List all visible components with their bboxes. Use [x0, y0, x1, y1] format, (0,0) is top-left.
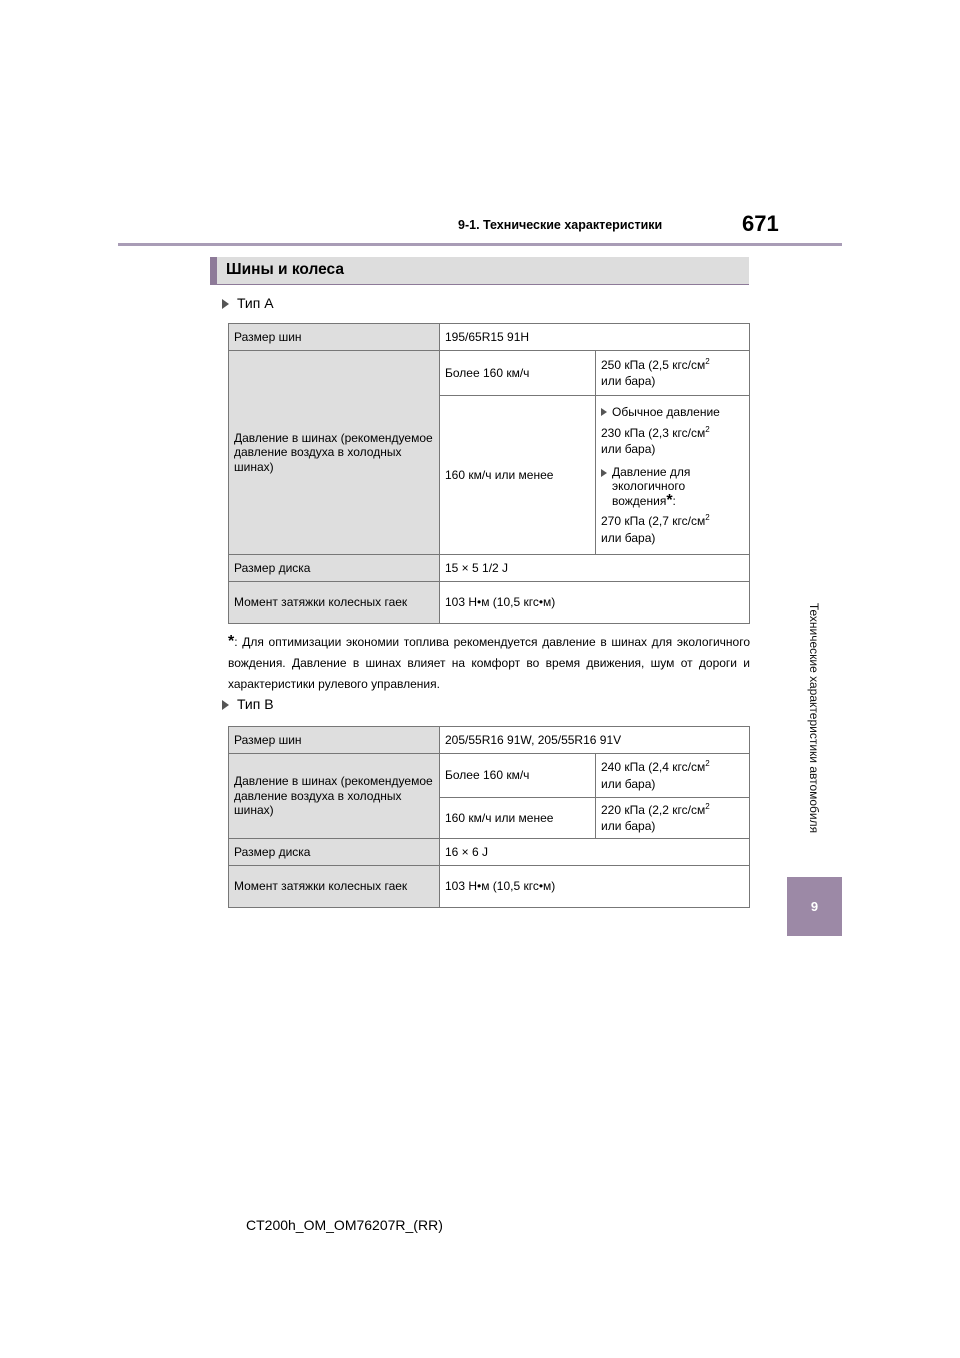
chapter-number: 9 — [810, 899, 819, 914]
pressure-over-value: 240 кПа (2,4 кгс/$см^2$ или бара) — [596, 754, 750, 798]
type-b-table — [228, 726, 750, 908]
type-a-heading-text: Тип A — [237, 295, 274, 311]
torque-label: Момент затяжки колесных гаек — [229, 582, 440, 624]
torque-value: 103 Н•м (10,5 кгс•м) — [440, 866, 750, 908]
wheel-size-value: 15 × 5 1/2 J — [440, 555, 750, 582]
page-number: 671 — [742, 211, 779, 236]
footnote — [228, 631, 750, 695]
torque-label: Момент затяжки колесных гаек — [229, 866, 440, 908]
normal-pressure-value: 230 кПа (2,3 кгс/см — [601, 425, 706, 440]
side-chapter-title: Технические характеристики автомобиля — [807, 602, 821, 834]
footnote-text: : Для оптимизации экономии топлива рекомендуется давление в шинах для экологичного вождения. Давление в шинах влияет на комфорт во время движения, шум от дороги и характеристики рулевого управления. — [228, 635, 750, 691]
type-b-heading — [222, 696, 274, 712]
torque-value: 103 Н•м (10,5 кгс•м) — [440, 582, 750, 624]
triangle-bullet-icon — [222, 700, 229, 710]
pressure-under-cell: Обычное давление 230 кПа (2,3 кгс/$см^2$ или бара) Давление для экологичного вождения*: 270 кПа (2,7 кгс/$см^2$ или бара) — [596, 396, 750, 555]
header-rule — [118, 243, 842, 246]
speed-under-label: 160 км/ч или менее — [440, 396, 596, 555]
tire-size-value: 195/65R15 91H — [440, 324, 750, 351]
section-title-bar — [210, 257, 749, 285]
pressure-under-value: 220 кПа (2,2 кгс/$см^2$ или бара) — [596, 798, 750, 839]
triangle-bullet-icon — [601, 469, 607, 477]
type-a-table — [228, 323, 750, 624]
triangle-bullet-icon — [222, 299, 229, 309]
type-a-heading — [222, 295, 274, 311]
eco-pressure-label: Давление для экологичного вождения — [612, 464, 691, 508]
type-b-heading-text: Тип B — [237, 696, 274, 712]
speed-over-label: Более 160 км/ч — [440, 754, 596, 798]
section-title: Шины и колеса — [226, 261, 344, 278]
triangle-bullet-icon — [601, 408, 607, 416]
pressure-over-value: 250 кПа (2,5 кгс/$см^2$ или бара) — [596, 351, 750, 396]
pressure-label: Давление в шинах (рекомендуемое давление воздуха в холодных шинах) — [229, 754, 440, 839]
footnote-asterisk: * — [228, 633, 235, 650]
wheel-size-label: Размер диска — [229, 839, 440, 866]
speed-under-label: 160 км/ч или менее — [440, 798, 596, 839]
tire-size-value: 205/55R16 91W, 205/55R16 91V — [440, 727, 750, 754]
wheel-size-label: Размер диска — [229, 555, 440, 582]
normal-pressure-label: Обычное давление — [612, 405, 720, 419]
document-code: CT200h_OM_OM76207R_(RR) — [246, 1217, 443, 1233]
pressure-label: Давление в шинах (рекомендуемое давление воздуха в холодных шинах) — [229, 351, 440, 555]
tire-size-label: Размер шин — [229, 324, 440, 351]
running-section-title: 9-1. Технические характеристики — [458, 218, 663, 232]
eco-pressure-value: 270 кПа (2,7 кгс/см — [601, 514, 706, 528]
speed-over-label: Более 160 км/ч — [440, 351, 596, 396]
tire-size-label: Размер шин — [229, 727, 440, 754]
section-title-accent — [210, 257, 217, 284]
wheel-size-value: 16 × 6 J — [440, 839, 750, 866]
chapter-tab — [787, 877, 842, 936]
